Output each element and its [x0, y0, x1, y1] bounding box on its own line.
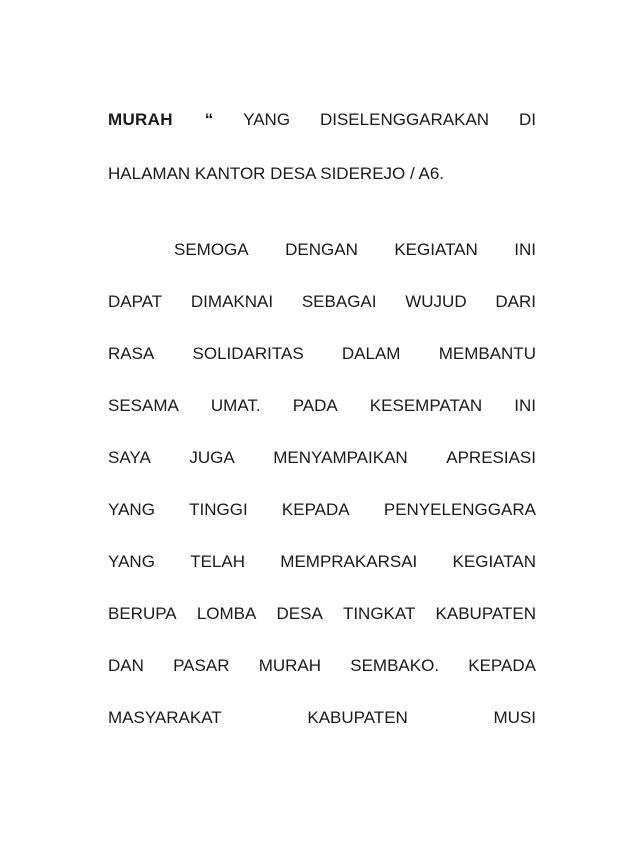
text-word: LOMBA	[196, 604, 257, 623]
text-word: KABUPATEN	[307, 708, 408, 727]
text-word: SEMBAKO.	[350, 656, 440, 675]
text-word: KABUPATEN	[435, 604, 536, 623]
text-word: YANG	[108, 552, 155, 571]
text-word: DISELENGGARAKAN	[319, 110, 490, 129]
text-word: DARI	[495, 292, 536, 311]
text-word: INI	[514, 240, 536, 259]
text-line	[108, 110, 536, 130]
text-word: KEGIATAN	[452, 552, 536, 571]
text-line	[174, 240, 536, 260]
text-word: MURAH	[108, 110, 173, 129]
text-word: YANG	[108, 500, 155, 519]
text-word: DAPAT	[108, 292, 163, 311]
text-word: PENYELENGGARA	[383, 500, 536, 519]
text-word: MEMBANTU	[438, 344, 536, 363]
text-word: MEMPRAKARSAI	[280, 552, 418, 571]
text-word: UMAT.	[210, 396, 261, 415]
text-word: SAYA	[108, 448, 151, 467]
text-line-content: HALAMAN KANTOR DESA SIDEREJO / A6.	[108, 164, 445, 183]
text-line	[108, 604, 536, 624]
text-word: RASA	[108, 344, 155, 363]
text-word: SESAMA	[108, 396, 179, 415]
text-word: SOLIDARITAS	[192, 344, 304, 363]
text-word: INI	[514, 396, 536, 415]
text-line	[108, 500, 536, 520]
text-word: PADA	[292, 396, 338, 415]
text-word: TINGGI	[189, 500, 248, 519]
text-word: DIMAKNAI	[190, 292, 274, 311]
text-word: DI	[519, 110, 536, 129]
text-line	[108, 656, 536, 676]
text-word: KEPADA	[468, 656, 536, 675]
text-word: BERUPA	[108, 604, 177, 623]
text-word: SEBAGAI	[301, 292, 377, 311]
text-line	[108, 448, 536, 468]
text-word: DESA	[276, 604, 323, 623]
text-line	[108, 396, 536, 416]
text-word: TELAH	[190, 552, 245, 571]
text-word: DALAM	[341, 344, 401, 363]
text-word: MENYAMPAIKAN	[273, 448, 408, 467]
text-word: KEPADA	[281, 500, 350, 519]
text-word: KEGIATAN	[394, 240, 478, 259]
text-line	[108, 292, 536, 312]
text-word: “	[204, 110, 214, 129]
text-word: DENGAN	[285, 240, 358, 259]
text-line	[108, 164, 536, 184]
text-line	[108, 552, 536, 572]
text-line	[108, 708, 536, 728]
text-word: MURAH	[258, 656, 322, 675]
text-word: DAN	[108, 656, 144, 675]
text-word: MASYARAKAT	[108, 708, 222, 727]
text-word: APRESIASI	[446, 448, 536, 467]
text-word: MUSI	[493, 708, 536, 727]
text-word: PASAR	[173, 656, 230, 675]
text-line	[108, 344, 536, 364]
text-word: YANG	[243, 110, 291, 129]
text-word: TINGKAT	[342, 604, 416, 623]
text-word: KESEMPATAN	[369, 396, 483, 415]
text-word: WUJUD	[405, 292, 467, 311]
text-word: JUGA	[189, 448, 235, 467]
text-word: SEMOGA	[174, 240, 249, 259]
